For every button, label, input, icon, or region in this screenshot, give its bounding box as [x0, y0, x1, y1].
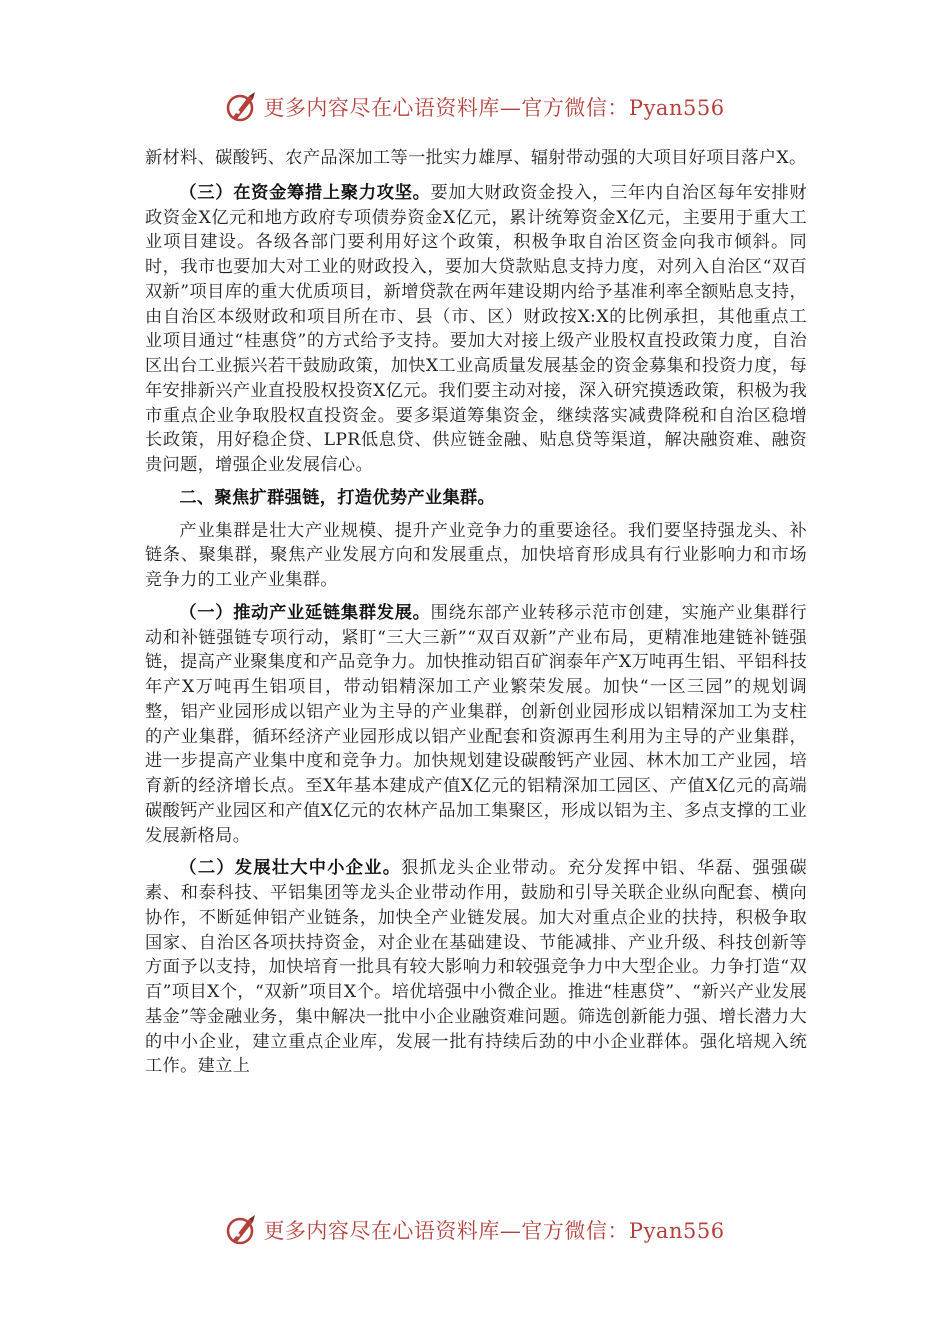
paragraph-industry-chain-body: 围绕东部产业转移示范市创建，实施产业集群行动和补链强链专项行动，紧盯“三大三新”“双百双新”产业布局，更精准地建链补链强链，提高产业聚集度和产品竞争力。加快推动铝百矿润泰年产X万吨再生铝、平铝科技年产X万吨再生铝项目，带动铝精深加工产业繁荣发展。加快“一区三园”的规划调整，铝产业园形成以铝产业为主导的产业集群，创新创业园形成以铝精深加工为支柱的产业集群，循环经济产业园形成以铝产业配套和资源再生利用为主导的产业集群，进一步提高产业集中度和竞争力。加快规划建设碳酸钙产业园、林木加工产业园，培育新的经济增长点。至X年基本建成产值X亿元的铝精深加工园区、产值X亿元的高端碳酸钙产业园区和产值X亿元的农林产品加工集聚区，形成以铝为主、多点支撑的工业发展新格局。 — [145, 602, 807, 846]
paragraph-continuation: 新材料、碳酸钙、农产品深加工等一批实力雄厚、辐射带动强的大项目好项目落户X。 — [145, 148, 807, 168]
paragraph-funding — [145, 181, 807, 478]
subheading-sme: （二）发展壮大中小企业。 — [179, 858, 402, 879]
paragraph-cluster-intro: 产业集群是壮大产业规模、提升产业竞争力的重要途径。我们要坚持强龙头、补链条、聚集群，聚焦产业发展方向和发展重点，加快培育形成具有行业影响力和市场竞争力的工业产业集群。 — [145, 520, 807, 590]
footer-watermark-banner — [0, 1210, 950, 1250]
pen-quill-logo-icon — [225, 1213, 259, 1247]
header-watermark-text: 更多内容尽在心语资料库—官方微信：Pyan556 — [263, 96, 725, 120]
paragraph-sme — [145, 856, 807, 1079]
subheading-industry-chain: （一）推动产业延链集群发展。 — [179, 602, 431, 623]
paragraph-industry-chain — [145, 601, 807, 849]
footer-watermark-text: 更多内容尽在心语资料库—官方微信：Pyan556 — [263, 1219, 725, 1243]
subheading-funding: （三）在资金筹措上聚力攻坚。 — [179, 182, 431, 203]
document-body — [145, 146, 807, 1087]
paragraph-sme-body: 狠抓龙头企业带动。充分发挥中铝、华磊、强强碳素、和泰科技、平铝集团等龙头企业带动作用，鼓励和引导关联企业纵向配套、横向协作，不断延伸铝产业链条，加快全产业链发展。加大对重点企业的扶持，积极争取国家、自治区各项扶持资金，对企业在基础建设、节能减排、产业升级、科技创新等方面予以支持，加快培育一批具有较大影响力和较强竞争力中大型企业。力争打造“双百”项目X个，“双新”项目X个。培优培强中小微企业。推进“桂惠贷”、“新兴产业发展基金”等金融业务，集中解决一批中小企业融资难问题。筛选创新能力强、增长潜力大的中小企业，建立重点企业库，发展一批有持续后劲的中小企业群体。强化培规入统工作。建立上 — [145, 858, 807, 1077]
section-heading-2: 二、聚焦扩群强链，打造优势产业集群。 — [179, 487, 496, 508]
pen-quill-logo-icon — [225, 90, 259, 124]
header-watermark-banner — [0, 87, 950, 127]
paragraph-funding-body: 要加大财政资金投入，三年内自治区每年安排财政资金X亿元和地方政府专项债券资金X亿元，累计统筹资金X亿元，主要用于重大工业项目建设。各级各部门要利用好这个政策，积极争取自治区资金向我市倾斜。同时，我市也要加大对工业的财政投入，要加大贷款贴息支持力度，对列入自治区“双百双新”项目库的重大优质项目，新增贷款在两年建设期内给予基准利率全额贴息支持，由自治区本级财政和项目所在市、县（市、区）财政按X:X的比例承担，其他重点工业项目通过“桂惠贷”的方式给予支持。要加大对接上级产业股权直投政策力度，自治区出台工业振兴若干鼓励政策，加快X工业高质量发展基金的资金募集和投资力度，每年安排新兴产业直投股权投资X亿元。我们要主动对接，深入研究摸透政策，积极为我市重点企业争取股权直投资金。要多渠道筹集资金，继续落实减费降税和自治区稳增长政策，用好稳企贷、LPR低息贷、供应链金融、贴息贷等渠道，解决融资难、融资贵问题，增强企业发展信心。 — [145, 182, 807, 475]
